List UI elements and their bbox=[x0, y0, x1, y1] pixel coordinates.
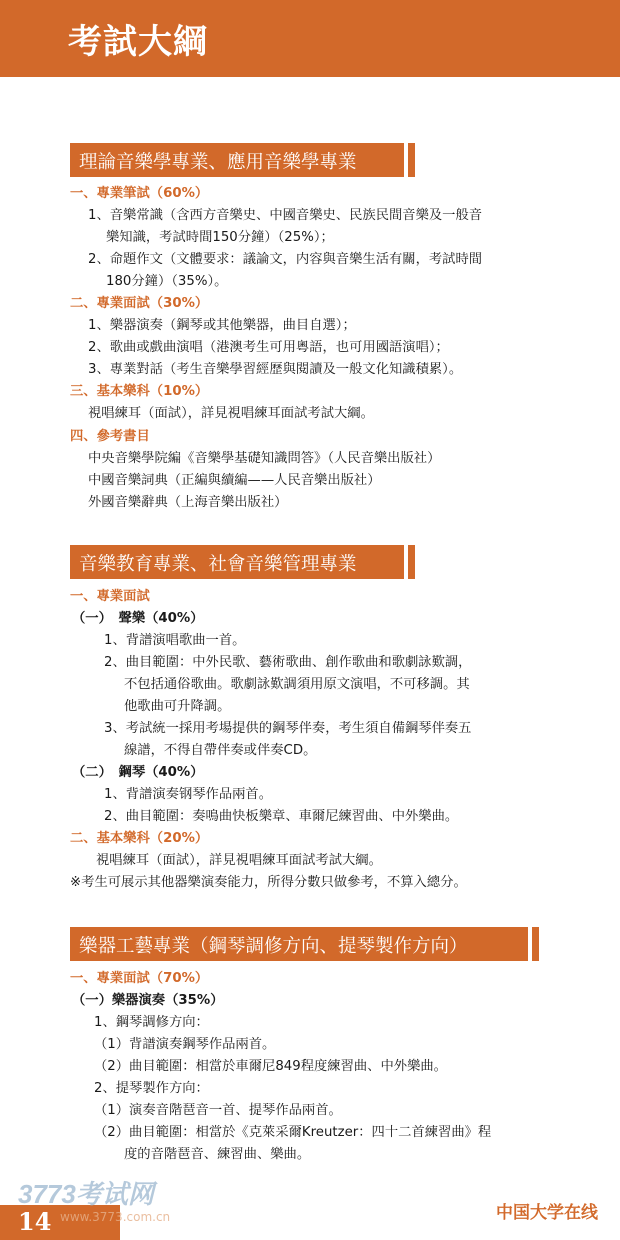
list-item: （1）演奏音階琶音一首、提琴作品兩首。 bbox=[94, 1103, 342, 1118]
brand-text: 中国大学在线 bbox=[496, 1203, 598, 1223]
subheading-performance: （一）樂器演奏（35%） bbox=[72, 993, 224, 1008]
page-number: 14 bbox=[18, 1207, 52, 1236]
list-item-continued: 樂知識，考試時間150分鐘）（25%）； bbox=[106, 230, 334, 245]
list-item-continued: 180分鐘）（35%）。 bbox=[106, 274, 228, 289]
list-item: 3、專業對話（考生音樂學習經歷與閱讀及一般文化知識積累）。 bbox=[88, 362, 463, 377]
subheading: 一、專業面試（70%） bbox=[70, 971, 209, 986]
list-item: 2、曲目範圍：中外民歌、藝術歌曲、創作歌曲和歌劇詠歎調， bbox=[104, 655, 472, 670]
list-item: 1、背譜演奏钢琴作品兩首。 bbox=[104, 787, 273, 802]
section-heading-education bbox=[70, 545, 404, 579]
list-item: 2、歌曲或戲曲演唱（港澳考生可用粵語，也可用國語演唱）； bbox=[88, 340, 449, 355]
list-item: 1、鋼琴調修方向： bbox=[94, 1015, 209, 1030]
section-title: 理論音樂學專業、應用音樂學專業 bbox=[79, 152, 357, 173]
list-item-continued: 他歌曲可升降調。 bbox=[124, 699, 231, 714]
subheading-vocal: （一） 聲樂（40%） bbox=[72, 611, 204, 626]
list-item: （2）曲目範圍：相當於車爾尼849程度練習曲、中外樂曲。 bbox=[94, 1059, 447, 1074]
list-item-continued: 度的音階琶音、練習曲、樂曲。 bbox=[124, 1147, 311, 1162]
list-item: 1、音樂常識（含西方音樂史、中國音樂史、民族民間音樂及一般音 bbox=[88, 208, 483, 223]
list-item: 2、命題作文（文體要求：議論文，内容與音樂生活有關，考試時間 bbox=[88, 252, 483, 267]
list-item: 2、提琴製作方向： bbox=[94, 1081, 209, 1096]
section-heading-theory bbox=[70, 143, 404, 177]
watermark-url: www.3773.com.cn bbox=[60, 1210, 171, 1224]
subheading: 一、專業面試 bbox=[70, 589, 150, 604]
list-item: 3、考試統一採用考場提供的鋼琴伴奏，考生須自備鋼琴伴奏五 bbox=[104, 721, 472, 736]
watermark-logo: 3773考试网 bbox=[18, 1179, 154, 1209]
subheading: 三、基本樂科（10%） bbox=[70, 384, 209, 399]
list-item-continued: 線譜，不得自帶伴奏或伴奏CD。 bbox=[124, 743, 317, 758]
subheading: 二、專業面試（30%） bbox=[70, 296, 209, 311]
list-item: 2、曲目範圍：奏鳴曲快板樂章、車爾尼練習曲、中外樂曲。 bbox=[104, 809, 459, 824]
subheading: 二、基本樂科（20%） bbox=[70, 831, 209, 846]
section-title: 音樂教育專業、社會音樂管理專業 bbox=[79, 554, 357, 575]
paragraph: 視唱練耳（面試），詳見視唱練耳面試考試大綱。 bbox=[96, 853, 382, 868]
subheading-piano: （二） 鋼琴（40%） bbox=[72, 765, 204, 780]
subheading: 四、參考書目 bbox=[70, 429, 150, 444]
paragraph: 視唱練耳（面試），詳見視唱練耳面試考試大綱。 bbox=[88, 406, 374, 421]
section-heading-instrument-craft bbox=[70, 927, 528, 961]
list-item: （1）背譜演奏鋼琴作品兩首。 bbox=[94, 1037, 276, 1052]
page-header-bar bbox=[0, 0, 620, 77]
reference-item: 中國音樂詞典（正編與續編——人民音樂出版社） bbox=[88, 473, 381, 488]
section-title: 樂器工藝專業（鋼琴調修方向、提琴製作方向） bbox=[79, 936, 468, 957]
subheading: 一、專業筆試（60%） bbox=[70, 186, 209, 201]
list-item: （2）曲目範圍：相當於《克萊采爾Kreutzer：四十二首練習曲》程 bbox=[94, 1125, 492, 1140]
page-title: 考試大綱 bbox=[68, 22, 208, 62]
reference-item: 外國音樂辭典（上海音樂出版社） bbox=[88, 495, 288, 510]
list-item: 1、樂器演奏（鋼琴或其他樂器，曲目自選）； bbox=[88, 318, 356, 333]
list-item: 1、背譜演唱歌曲一首。 bbox=[104, 633, 246, 648]
note: ※考生可展示其他器樂演奏能力，所得分數只做參考，不算入總分。 bbox=[70, 875, 467, 890]
list-item-continued: 不包括通俗歌曲。歌劇詠歎調須用原文演唱，不可移調。其 bbox=[124, 677, 470, 692]
reference-item: 中央音樂學院編《音樂學基礎知識問答》（人民音樂出版社） bbox=[88, 451, 441, 466]
